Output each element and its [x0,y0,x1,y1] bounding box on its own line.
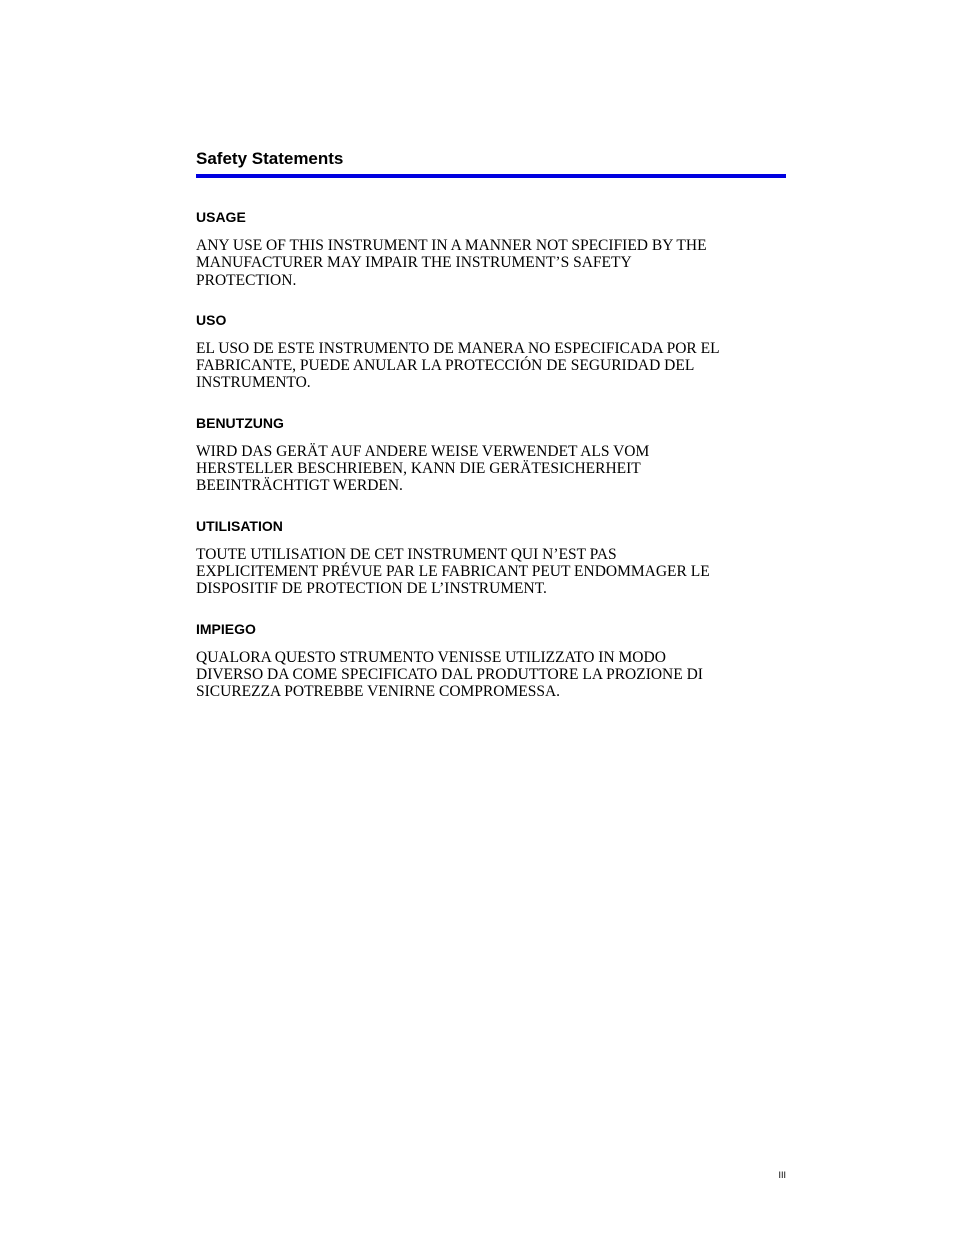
section-body: ANY USE OF THIS INSTRUMENT IN A MANNER NOT SPECIFIED BY THE MANUFACTURER MAY IMPAIR THE INSTRUMENT’S SAFETY PROTECTION. [196,237,707,289]
section-heading: BENUTZUNG [196,414,284,431]
section-heading: UTILISATION [196,517,283,534]
section-body: TOUTE UTILISATION DE CET INSTRUMENT QUI N’EST PAS EXPLICITEMENT PRÉVUE PAR LE FABRICANT PEUT ENDOMMAGER LE DISPOSITIF DE PROTECTION DE L’INSTRUMENT. [196,545,710,598]
section-heading: USO [196,311,227,328]
title-rule [196,174,786,178]
section-body: QUALORA QUESTO STRUMENTO VENISSE UTILIZZATO IN MODO DIVERSO DA COME SPECIFICATO DAL PRODUTTORE LA PROZIONE DI SICUREZZA POTREBBE VENIRNE COMPROMESSA. [196,648,703,701]
section-heading: IMPIEGO [196,620,256,637]
section-body: WIRD DAS GERÄT AUF ANDERE WEISE VERWENDET ALS VOM HERSTELLER BESCHRIEBEN, KANN DIE GERÄTESICHERHEIT BEEINTRÄCHTIGT WERDEN. [196,442,650,495]
safety-statements [196,208,796,722]
section-body: EL USO DE ESTE INSTRUMENTO DE MANERA NO ESPECIFICADA POR EL FABRICANTE, PUEDE ANULAR LA PROTECCIÓN DE SEGURIDAD DEL INSTRUMENTO. [196,339,720,392]
section-usage [196,208,796,289]
section-benutzung [196,414,796,495]
section-heading: USAGE [196,209,246,225]
section-utilisation [196,517,796,598]
section-uso [196,311,796,392]
page-title: Safety Statements [196,149,344,168]
section-impiego [196,620,796,701]
page-number: III [778,1170,786,1180]
